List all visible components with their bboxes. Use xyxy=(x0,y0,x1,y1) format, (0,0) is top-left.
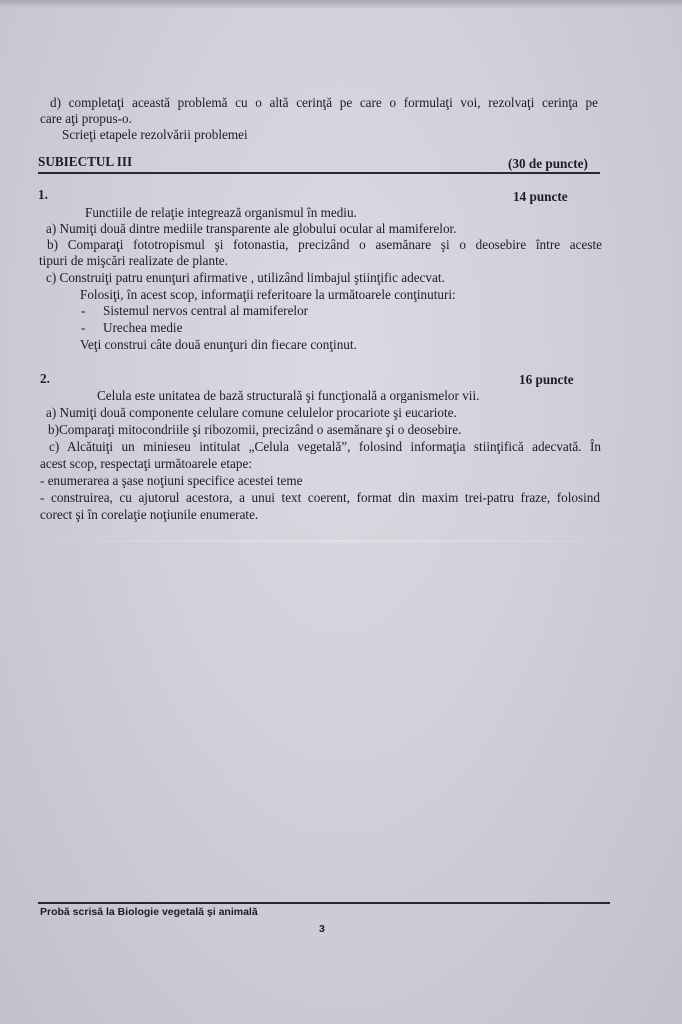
q1-part-c: c) Construiţi patru enunţuri afirmative , utilizând limbajul ştiinţific adecvat. xyxy=(46,270,445,285)
q1-bullet-2: Urechea medie xyxy=(103,320,183,335)
q2-step-2-cont: corect şi în corelaţie noţiunile enumerate. xyxy=(40,507,259,522)
q1-bullet-1: Sistemul nervos central al mamiferelor xyxy=(103,303,309,318)
q2-part-c: c) Alcătuiţi un minieseu intitulat „Celula vegetală”, folosind informaţia stiinţifică adecvată. În xyxy=(49,439,601,454)
q2-step-2: - construirea, cu ajutorul acestora, a unui text coerent, format din maxim trei-patru fraze, folosind xyxy=(40,490,600,505)
section-underline xyxy=(38,172,600,174)
q2-part-c-cont: acest scop, respectaţi următoarele etape: xyxy=(40,456,252,471)
footer-exam-title: Probă scrisă la Biologie vegetală şi animală xyxy=(40,906,258,918)
q1-part-b: b) Comparaţi fototropismul şi fotonastia, precizând o asemănare şi o deosebire între aceste xyxy=(47,237,602,252)
q1-points: 14 puncte xyxy=(513,189,568,204)
intro-line-3: Scrieţi etapele rezolvării problemei xyxy=(62,127,248,142)
page-number: 3 xyxy=(319,923,325,935)
q2-part-a: a) Numiţi două componente celulare comune celulelor procariote şi eucariote. xyxy=(46,405,457,420)
q2-step-1: - enumerarea a şase noţiuni specifice acestei teme xyxy=(40,473,303,488)
q1-instructions: Folosiţi, în acest scop, informaţii referitoare la următoarele conţinuturi: xyxy=(80,287,456,302)
section-points: (30 de puncte) xyxy=(508,156,588,171)
q1-part-b-cont: tipuri de mişcări realizate de plante. xyxy=(39,253,228,268)
q2-number: 2. xyxy=(40,371,50,386)
q2-part-b: b)Comparaţi mitocondriile şi ribozomii, precizând o asemănare şi o deosebire. xyxy=(48,422,462,437)
q1-statement: Functiile de relaţie integrează organismul în mediu. xyxy=(85,205,357,220)
q1-number: 1. xyxy=(38,187,48,202)
q2-statement: Celula este unitatea de bază structurală şi funcţională a organismelor vii. xyxy=(97,388,480,403)
paper-fold xyxy=(0,540,682,542)
intro-line-2: care aţi propus-o. xyxy=(40,111,132,126)
q1-bullet-1-marker: - xyxy=(81,303,86,318)
intro-line-1: d) completaţi această problemă cu o altă cerinţă pe care o formulaţi voi, rezolvaţi cerinţa pe xyxy=(50,95,598,110)
q1-part-a: a) Numiţi două dintre mediile transparente ale globului ocular al mamiferelor. xyxy=(46,221,457,236)
section-title: SUBIECTUL III xyxy=(38,154,133,169)
q1-bullet-2-marker: - xyxy=(81,320,86,335)
footer-rule xyxy=(38,902,610,904)
page-top-edge xyxy=(0,0,682,8)
q2-points: 16 puncte xyxy=(519,372,574,387)
q1-closing: Veţi construi câte două enunţuri din fiecare conţinut. xyxy=(80,337,357,352)
